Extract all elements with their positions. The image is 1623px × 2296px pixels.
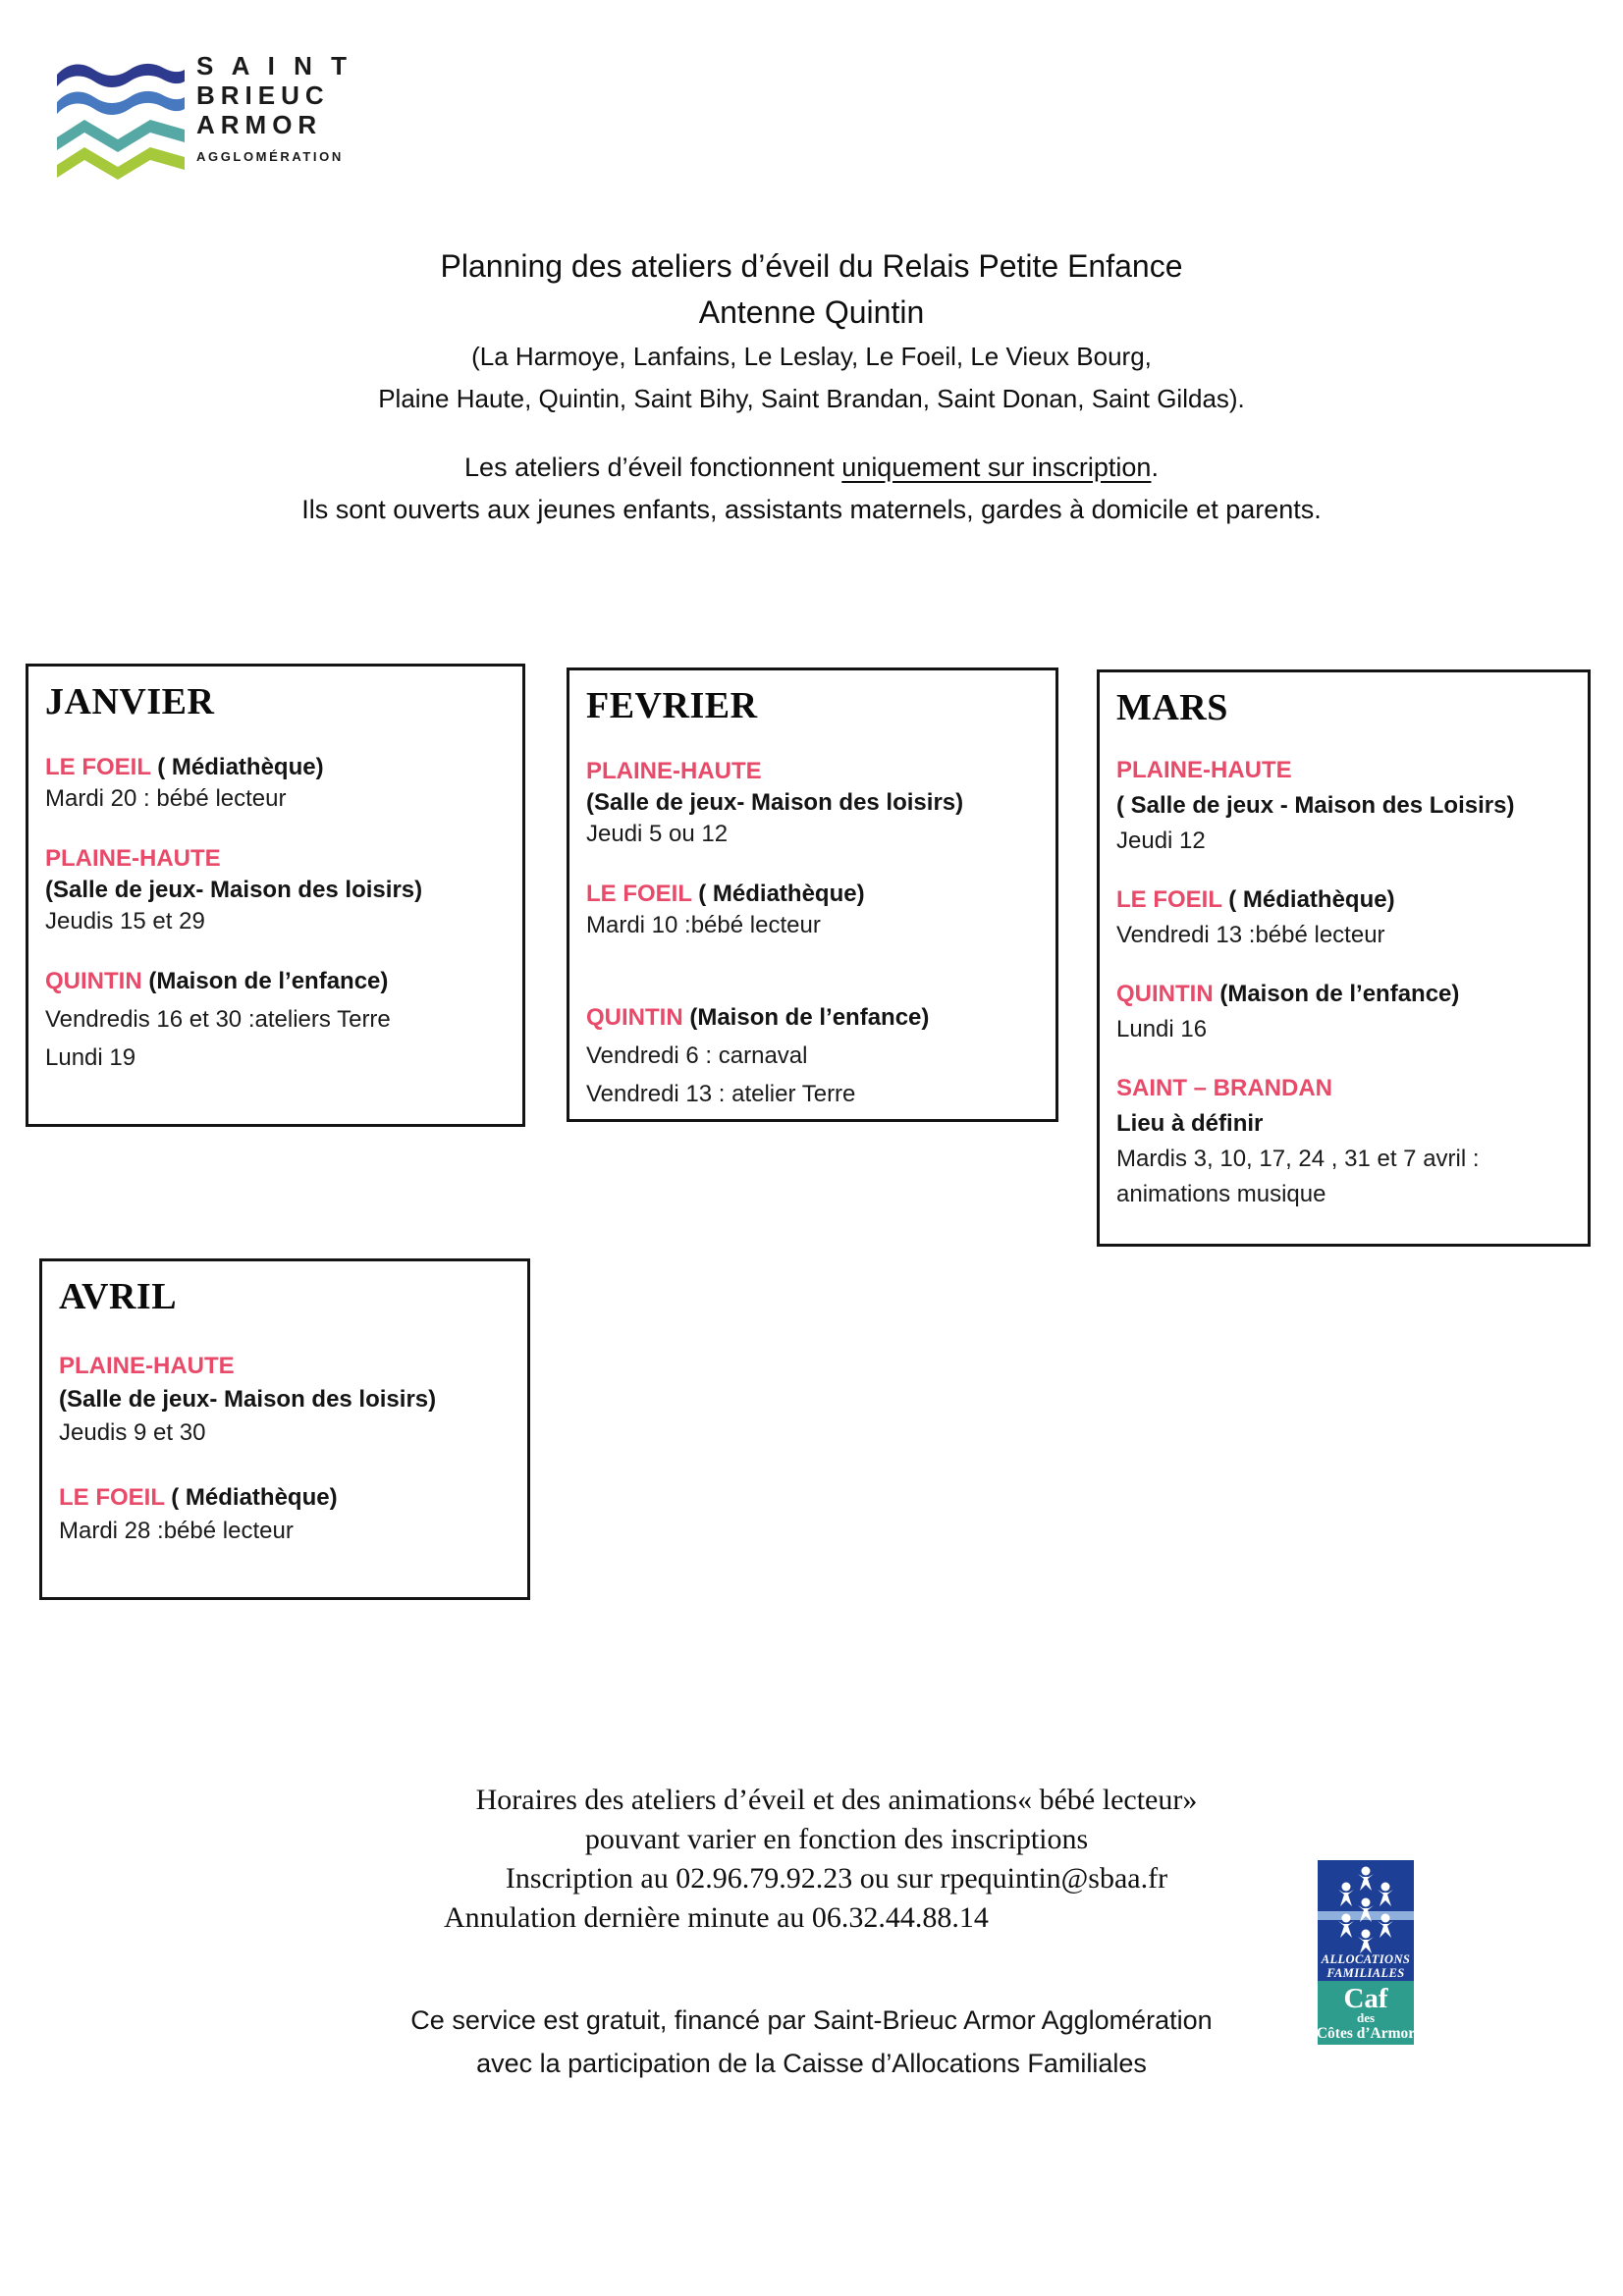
logo-word-brieuc: BRIEUC xyxy=(196,80,330,110)
funding-line-2: avec la participation de la Caisse d’Allocations Familiales xyxy=(476,2049,1147,2078)
location-line xyxy=(1116,977,1571,1012)
location-name: PLAINE-HAUTE xyxy=(1116,757,1292,783)
caf-cotes-armor-label: Côtes d’Armor xyxy=(1318,2025,1414,2042)
location-line xyxy=(586,756,1039,787)
caf-allocations-label: ALLOCATIONS xyxy=(1321,1952,1411,1966)
location-name: LE FOEIL xyxy=(1116,886,1222,913)
schedule-section xyxy=(586,1002,1039,1110)
venue-inline: ( Médiathèque) xyxy=(691,881,865,907)
date-line: Lundi 19 xyxy=(45,1044,136,1071)
venue-line: Lieu à définir xyxy=(1116,1110,1264,1137)
funding-line-1: Ce service est gratuit, financé par Saint-Brieuc Armor Agglomération xyxy=(410,2005,1213,2035)
date-line: animations musique xyxy=(1116,1181,1326,1207)
caf-familiales-label: FAMILIALES xyxy=(1326,1966,1405,1980)
venue-inline: (Maison de l’enfance) xyxy=(1213,981,1460,1007)
caf-des-label: des xyxy=(1356,2010,1376,2025)
schedule-section xyxy=(1116,977,1571,1047)
venue-line: (Salle de jeux- Maison des loisirs) xyxy=(59,1386,437,1413)
sba-logo-text xyxy=(196,51,352,168)
month-title-fevrier: FEVRIER xyxy=(586,685,758,726)
schedule-section xyxy=(59,1481,511,1548)
schedule-section xyxy=(59,1350,511,1450)
location-line xyxy=(59,1350,511,1383)
hours-line-1: Horaires des ateliers d’éveil et des animations« bébé lecteur» xyxy=(475,1784,1198,1816)
caf-caf-label: Caf xyxy=(1343,1983,1388,2014)
hours-info-block xyxy=(444,1781,1229,1938)
logo-word-agglomeration: AGGLOMÉRATION xyxy=(196,149,344,164)
date-line: Jeudis 9 et 30 xyxy=(59,1419,206,1446)
venue-line: (Salle de jeux- Maison des loisirs) xyxy=(586,789,964,816)
communes-line-1: (La Harmoye, Lanfains, Le Leslay, Le Foeil, Le Vieux Bourg, xyxy=(471,342,1152,371)
venue-inline: ( Médiathèque) xyxy=(164,1484,338,1511)
schedule-section xyxy=(586,756,1039,850)
page-subtitle: Antenne Quintin xyxy=(698,294,925,330)
note-prefix: Les ateliers d’éveil fonctionnent xyxy=(464,453,842,482)
date-line: Mardi 28 :bébé lecteur xyxy=(59,1518,294,1544)
date-line: Mardi 10 :bébé lecteur xyxy=(586,912,821,938)
communes-line-2: Plaine Haute, Quintin, Saint Bihy, Saint Brandan, Saint Donan, Saint Gildas). xyxy=(378,384,1245,413)
note-underlined: uniquement sur inscription xyxy=(841,453,1152,482)
logo-word-armor: ARMOR xyxy=(196,110,323,139)
location-line xyxy=(59,1481,511,1515)
date-line: Mardis 3, 10, 17, 24 , 31 et 7 avril : xyxy=(1116,1146,1480,1172)
funding-note xyxy=(0,1999,1623,2085)
inscription-line: Inscription au 02.96.79.92.23 ou sur rpequintin@sbaa.fr xyxy=(505,1862,1168,1895)
note-suffix: . xyxy=(1151,453,1159,482)
month-title-mars: MARS xyxy=(1116,687,1228,728)
schedule-section xyxy=(1116,1071,1571,1212)
date-line: Vendredi 13 :bébé lecteur xyxy=(1116,922,1385,948)
location-name: SAINT – BRANDAN xyxy=(1116,1075,1333,1101)
month-box-fevrier xyxy=(567,667,1058,1122)
date-line: Mardi 20 : bébé lecteur xyxy=(45,785,287,812)
location-name: QUINTIN xyxy=(45,968,142,994)
venue-line: ( Salle de jeux - Maison des Loisirs) xyxy=(1116,792,1515,819)
location-line xyxy=(45,843,506,875)
logo-word-saint: S A I N T xyxy=(196,51,352,80)
schedule-section xyxy=(1116,882,1571,953)
location-name: LE FOEIL xyxy=(586,881,692,907)
date-line: Lundi 16 xyxy=(1116,1016,1208,1042)
location-name: PLAINE-HAUTE xyxy=(586,758,762,784)
venue-inline: ( Médiathèque) xyxy=(1221,886,1395,913)
location-name: QUINTIN xyxy=(1116,981,1214,1007)
annulation-line: Annulation dernière minute au 06.32.44.88.14 xyxy=(444,1901,989,1934)
schedule-section xyxy=(45,966,506,1074)
location-name: LE FOEIL xyxy=(59,1484,165,1511)
date-line: Jeudi 12 xyxy=(1116,828,1206,854)
date-line: Jeudis 15 et 29 xyxy=(45,908,205,934)
sba-waves-icon xyxy=(57,59,185,181)
date-line: Vendredi 13 : atelier Terre xyxy=(586,1081,856,1107)
location-name: PLAINE-HAUTE xyxy=(59,1353,235,1379)
location-line xyxy=(45,752,506,783)
schedule-section xyxy=(586,879,1039,941)
location-line xyxy=(45,966,506,997)
venue-inline: ( Médiathèque) xyxy=(150,754,324,780)
location-name: PLAINE-HAUTE xyxy=(45,845,221,872)
date-line: Vendredi 6 : carnaval xyxy=(586,1042,808,1069)
schedule-section xyxy=(45,843,506,937)
location-line xyxy=(586,879,1039,910)
month-title-avril: AVRIL xyxy=(59,1276,178,1317)
audience-note: Ils sont ouverts aux jeunes enfants, assistants maternels, gardes à domicile et parents. xyxy=(301,495,1322,524)
venue-line: (Salle de jeux- Maison des loisirs) xyxy=(45,877,423,903)
month-box-avril xyxy=(39,1258,530,1600)
month-box-mars xyxy=(1097,669,1591,1247)
date-line: Vendredis 16 et 30 :ateliers Terre xyxy=(45,1006,391,1033)
location-line xyxy=(586,1002,1039,1034)
date-line: Jeudi 5 ou 12 xyxy=(586,821,729,847)
location-name: LE FOEIL xyxy=(45,754,151,780)
location-line xyxy=(1116,1071,1571,1106)
location-name: QUINTIN xyxy=(586,1004,683,1031)
location-line xyxy=(1116,882,1571,918)
schedule-section xyxy=(45,752,506,815)
title-block xyxy=(0,243,1623,531)
location-line xyxy=(1116,753,1571,788)
schedule-section xyxy=(1116,753,1571,859)
registration-note xyxy=(0,447,1623,489)
month-title-janvier: JANVIER xyxy=(45,681,215,722)
page-title: Planning des ateliers d’éveil du Relais Petite Enfance xyxy=(440,248,1183,284)
venue-inline: (Maison de l’enfance) xyxy=(141,968,389,994)
hours-line-2: pouvant varier en fonction des inscriptions xyxy=(584,1823,1089,1855)
venue-inline: (Maison de l’enfance) xyxy=(682,1004,930,1031)
month-box-janvier xyxy=(26,664,525,1127)
